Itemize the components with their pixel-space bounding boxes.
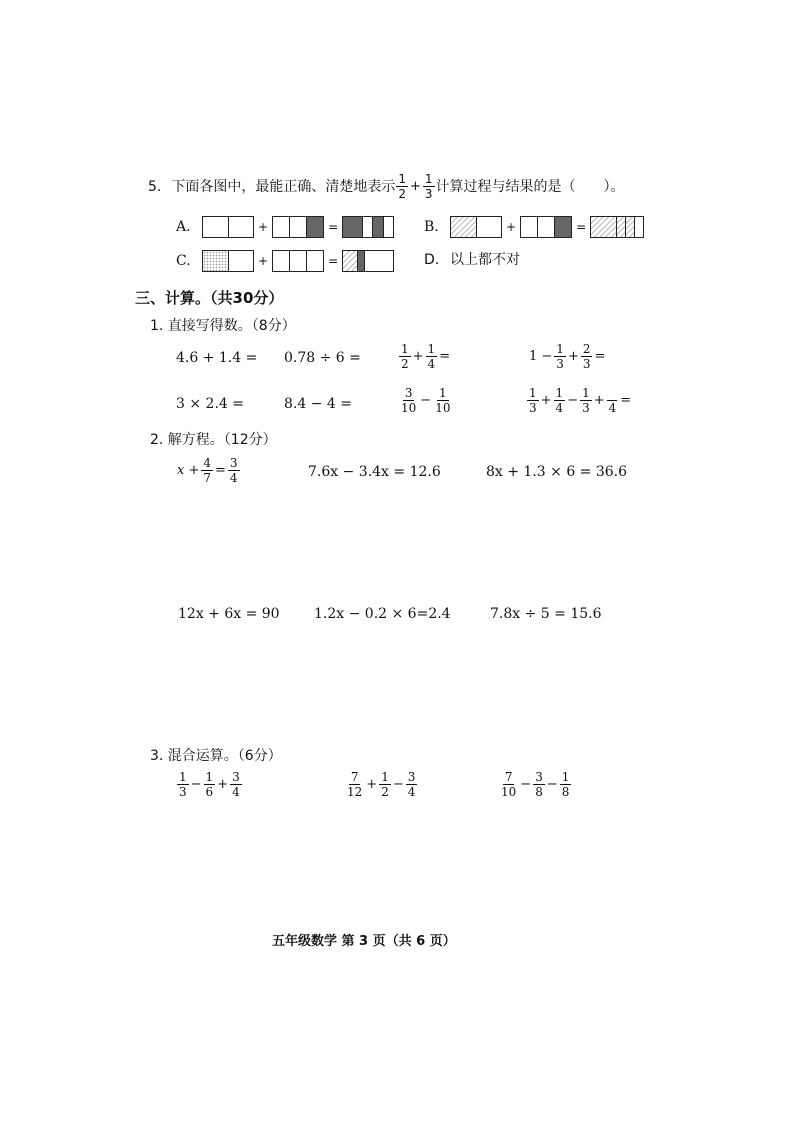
q3-title: 3. 混合运算。（6分） (150, 748, 282, 764)
option-a-equals: = (328, 220, 339, 234)
q3-expr-2: $\frac{7}{12}$ + $\frac{1}{2}$ − $\frac{3}{4}$ (347, 770, 416, 799)
q1-expr-7: $\frac{3}{10}$ − $\frac{1}{10}$ (401, 386, 451, 415)
q1-title: 1. 直接写得数。（8分） (150, 318, 296, 334)
q5-plus: + (410, 178, 421, 194)
q1-expr-1: 4.6 + 1.4 = (176, 350, 258, 366)
q5-frac-1: $\frac{1}{2}$ (398, 172, 406, 201)
q2-equation-1: x + $\frac{4}{7}$ = $\frac{3}{4}$ (177, 456, 238, 485)
option-b-figure-2 (520, 216, 572, 238)
q5-stem-before: 下面各图中，最能正确、清楚地表示 (171, 178, 396, 195)
page-footer: 五年级数学 第 3 页（共 6 页） (272, 934, 456, 949)
option-c-figure-1 (202, 250, 254, 272)
q1-expr-5: 3 × 2.4 = (176, 396, 244, 412)
q5-stem (148, 172, 625, 201)
q1-expr-3: $\frac{1}{2}$ + $\frac{1}{4}$ = (401, 342, 451, 371)
option-c-equals: = (328, 254, 339, 268)
q1-expr-8: $\frac{1}{3}$ + $\frac{1}{4}$ − $\frac{1}{3}$ + 4 = (529, 386, 632, 415)
q2-equation-4: 12x + 6x = 90 (178, 606, 280, 622)
option-b-figure-3 (590, 216, 644, 238)
section-3-title: 三、计算。（共30分） (135, 289, 284, 307)
option-d-text: 以上都不对 (450, 252, 520, 268)
option-c-figure-2 (272, 250, 324, 272)
option-c-figure-3 (342, 250, 394, 272)
q5-number: 5. (148, 178, 162, 195)
option-a-plus: + (258, 220, 269, 234)
option-b-plus: + (506, 220, 517, 234)
q1-expr-6: 8.4 − 4 = (284, 396, 352, 412)
q1-expr-2: 0.78 ÷ 6 = (284, 350, 361, 366)
option-b-figure-1 (450, 216, 502, 238)
q2-equation-2: 7.6x − 3.4x = 12.6 (308, 464, 441, 480)
q2-equation-6: 7.8x ÷ 5 = 15.6 (490, 606, 602, 622)
option-b[interactable] (424, 216, 644, 238)
option-a-figure-1 (202, 216, 254, 238)
q2-equation-5: 1.2x − 0.2 × 6=2.4 (314, 606, 451, 622)
option-a-figure-2 (272, 216, 324, 238)
option-a[interactable] (176, 216, 394, 238)
q2-equation-3: 8x + 1.3 × 6 = 36.6 (486, 464, 628, 480)
option-b-equals: = (576, 220, 587, 234)
option-a-figure-3 (342, 216, 394, 238)
option-c-plus: + (258, 254, 269, 268)
q3-expr-3: $\frac{7}{10}$ − $\frac{3}{8}$ − $\frac{1}{8}$ (501, 770, 570, 799)
q5-frac-2: $\frac{1}{3}$ (424, 172, 433, 201)
q3-expr-1: $\frac{1}{3}$ − $\frac{1}{6}$ + $\frac{3}{4}$ (179, 770, 240, 799)
option-d[interactable] (424, 250, 520, 270)
option-c[interactable] (176, 250, 394, 272)
option-c-label: C. (176, 253, 191, 269)
q2-title: 2. 解方程。（12分） (150, 432, 277, 448)
q1-expr-4: 1 − $\frac{1}{3}$ + $\frac{2}{3}$ = (529, 342, 606, 371)
q5-stem-after: 计算过程与结果的是（ ）。 (435, 178, 625, 195)
option-d-label: D. (424, 252, 440, 268)
option-a-label: A. (176, 219, 191, 235)
option-b-label: B. (424, 219, 439, 235)
